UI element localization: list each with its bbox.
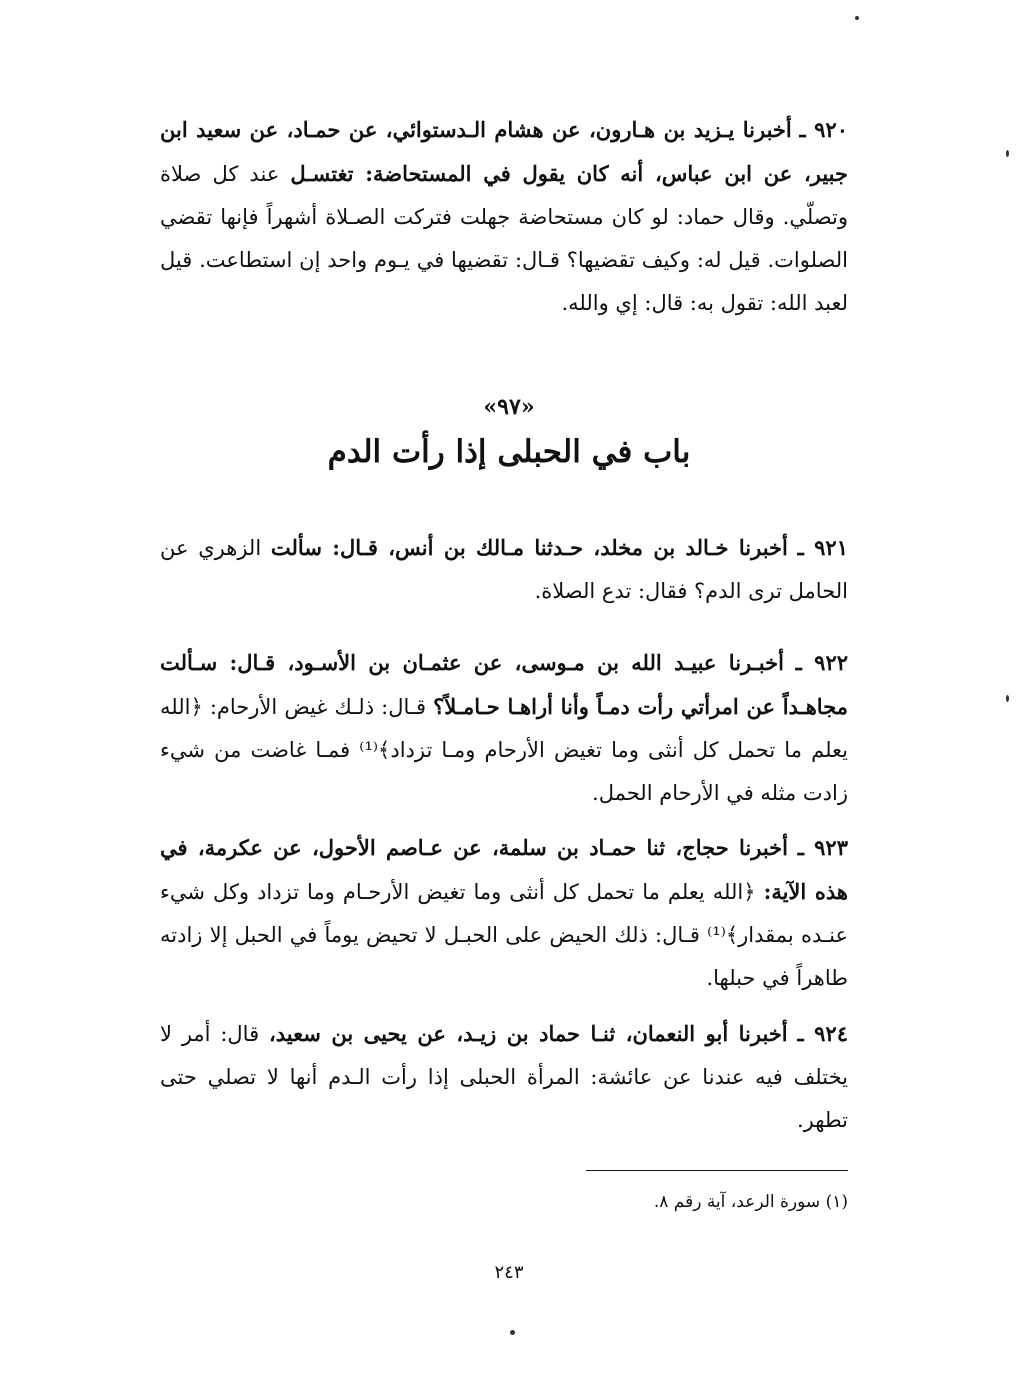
- scan-speck: [510, 1330, 515, 1335]
- paragraph-922: [160, 641, 848, 815]
- hadith-chain: أخبرنا حجاج، ثنا حمـاد بن سلمة، عن عـاصم الأحول، عن عكرمة، في هذه الآية:: [160, 835, 849, 904]
- chapter-title: باب في الحبلى إذا رأت الدم: [327, 434, 691, 470]
- hadith-chain: أخبـرنا عبيـد الله بن مـوسى، عن عثمـان بن الأسـود، قـال: سـألت مجاهـداً عن امرأتي رأت دمـاً وأنا أراهـا حـامـلاً؟: [160, 650, 848, 719]
- hadith-number: ٩٢٣ ـ: [797, 835, 848, 860]
- hadith-number: ٩٢١ ـ: [797, 535, 848, 560]
- hadith-number: ٩٢٢ ـ: [795, 650, 849, 675]
- footnote: (١) سورة الرعد، آية رقم ٨.: [653, 1192, 848, 1212]
- footnote-divider: [586, 1170, 848, 1171]
- hadith-chain: أخبرنا أبو النعمان، ثنـا حماد بن زيـد، عن يحيى بن سعيد،: [268, 1021, 788, 1046]
- scan-speck: [855, 16, 859, 20]
- chapter-number: «٩٧»: [483, 394, 535, 420]
- hadith-text: عند كل صلاة وتصلّي. وقال حماد: لو كان مستحاضة جهلت فتركت الصـلاة أشهراً فإنها تقضي الصلوات. قيل له: وكيف تقضيها؟ قـال: تقضيها في يـوم واحد إن استطاعت. قيل لعبد الله: تقول به: قال: إي والله.: [160, 162, 848, 315]
- hadith-text: الزهري عن الحامل ترى الدم؟ فقال: تدع الصلاة.: [160, 536, 848, 603]
- hadith-number: ٩٢٤ ـ: [797, 1021, 848, 1046]
- hadith-chain: أخبرنا خـالد بن مخلد، حـدثنا مـالك بن أنس، قـال: سألت: [270, 535, 788, 560]
- page-number: ٢٤٣: [494, 1262, 524, 1283]
- paragraph-921: [160, 526, 848, 613]
- paragraph-924: [160, 1012, 848, 1142]
- hadith-chain: أخبرنا يـزيد بن هـارون، عن هشام الـدستوائي، عن حمـاد، عن سعيد ابن جبير، عن ابن عباس، أنه كان يقول في المستحاضة: تغتسـل: [160, 117, 848, 186]
- scan-speck: [1006, 150, 1009, 157]
- hadith-number: ٩٢٠ ـ: [799, 117, 848, 142]
- hadith-text: قال: أمر لا يختلف فيه عندنا عن عائشة: المرأة الحبلى إذا رأت الـدم أنها لا تصلي حتى تطهر.: [160, 1022, 848, 1132]
- paragraph-920: [160, 108, 848, 325]
- paragraph-923: [160, 826, 848, 1000]
- scan-speck: [1006, 695, 1009, 702]
- hadith-text: ﴿الله يعلم ما تحمل كل أنثى وما تغيض الأرحـام وما تزداد وكل شيء عنـده بمقدار﴾⁽¹⁾ قـال: ذلك الحيض على الحبـل لا تحيض يوماً في الحبل إلا زادته طاهراً في حبلها.: [160, 880, 848, 990]
- hadith-text: قـال: ذلـك غيض الأرحام: ﴿الله يعلم ما تحمل كل أنثى وما تغيض الأرحام ومـا تزداد﴾⁽¹⁾ فمـا غاضت من شيء زادت مثله في الأرحام الحمل.: [160, 695, 848, 805]
